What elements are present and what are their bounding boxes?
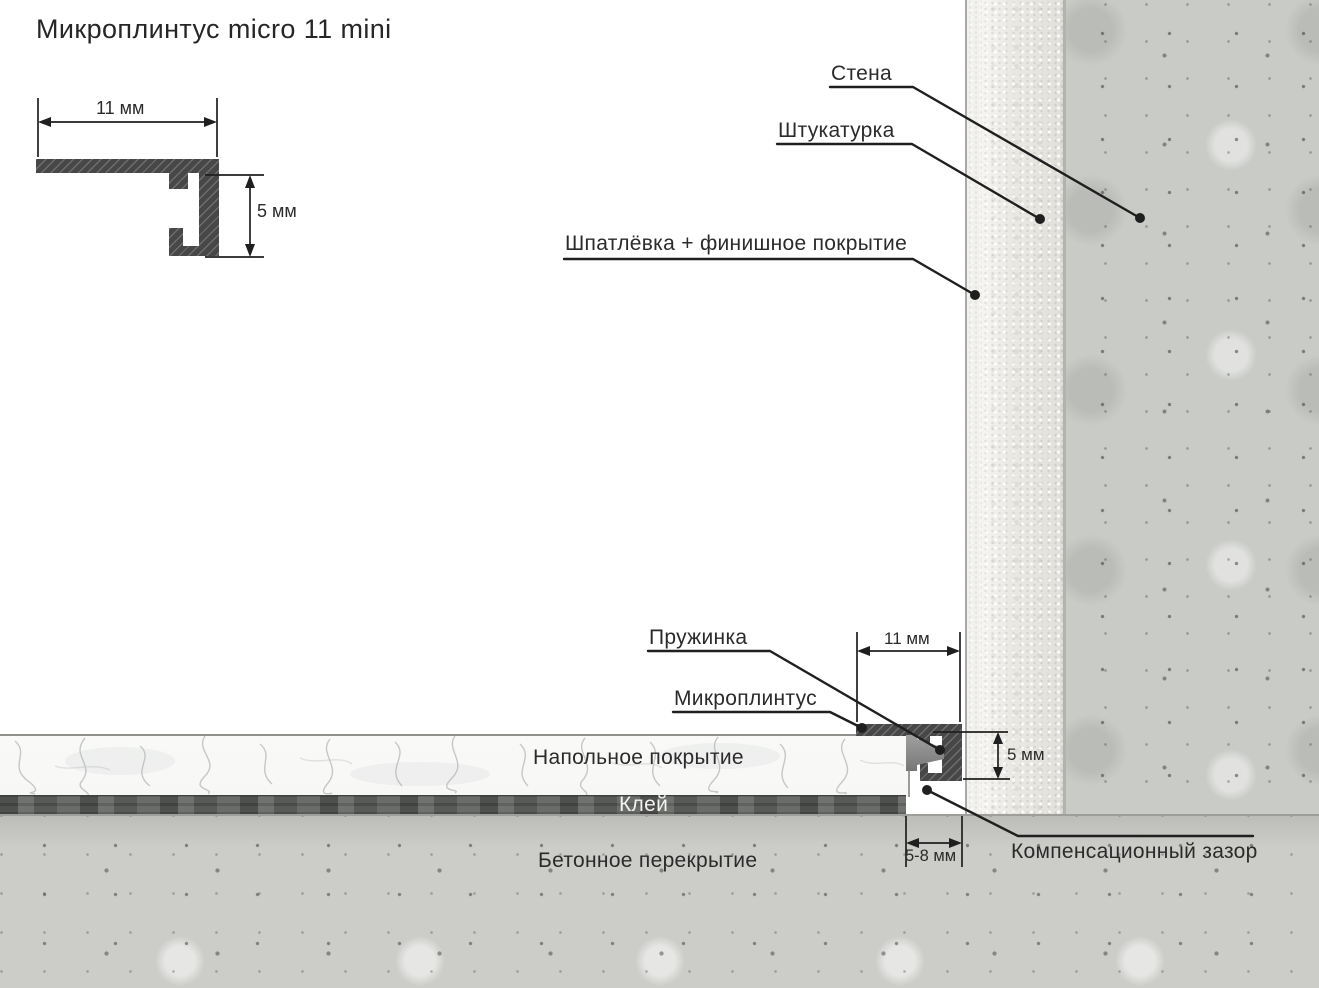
dim-installed-height xyxy=(933,732,1010,779)
leader-microplinth xyxy=(673,712,867,733)
label-glue: Клей xyxy=(619,793,669,816)
dim-text-profile-height: 5 мм xyxy=(257,201,297,221)
label-expansion-gap: Компенсационный зазор xyxy=(1011,840,1258,863)
leader-putty-finish xyxy=(564,259,980,300)
diagram-title: Микроплинтус micro 11 mini xyxy=(36,14,392,44)
label-plaster: Штукатурка xyxy=(778,119,895,142)
label-putty-finish: Шпатлёвка + финишное покрытие xyxy=(565,232,908,255)
leader-wall xyxy=(830,87,1145,223)
leader-plaster xyxy=(777,144,1045,224)
dim-text-profile-width: 11 мм xyxy=(96,98,145,118)
dim-profile-height xyxy=(205,175,264,257)
leader-expansion-gap xyxy=(922,785,1253,836)
label-floor-covering: Напольное покрытие xyxy=(533,746,744,769)
dim-text-installed-width: 11 мм xyxy=(884,629,930,648)
label-spring: Пружинка xyxy=(649,626,748,649)
dim-text-installed-height: 5 мм xyxy=(1007,745,1045,764)
dim-text-gap-width: 5-8 мм xyxy=(905,847,957,865)
label-concrete-slab: Бетонное перекрытие xyxy=(538,849,758,872)
label-wall: Стена xyxy=(831,62,893,85)
label-microplinth: Микроплинтус xyxy=(674,687,817,710)
